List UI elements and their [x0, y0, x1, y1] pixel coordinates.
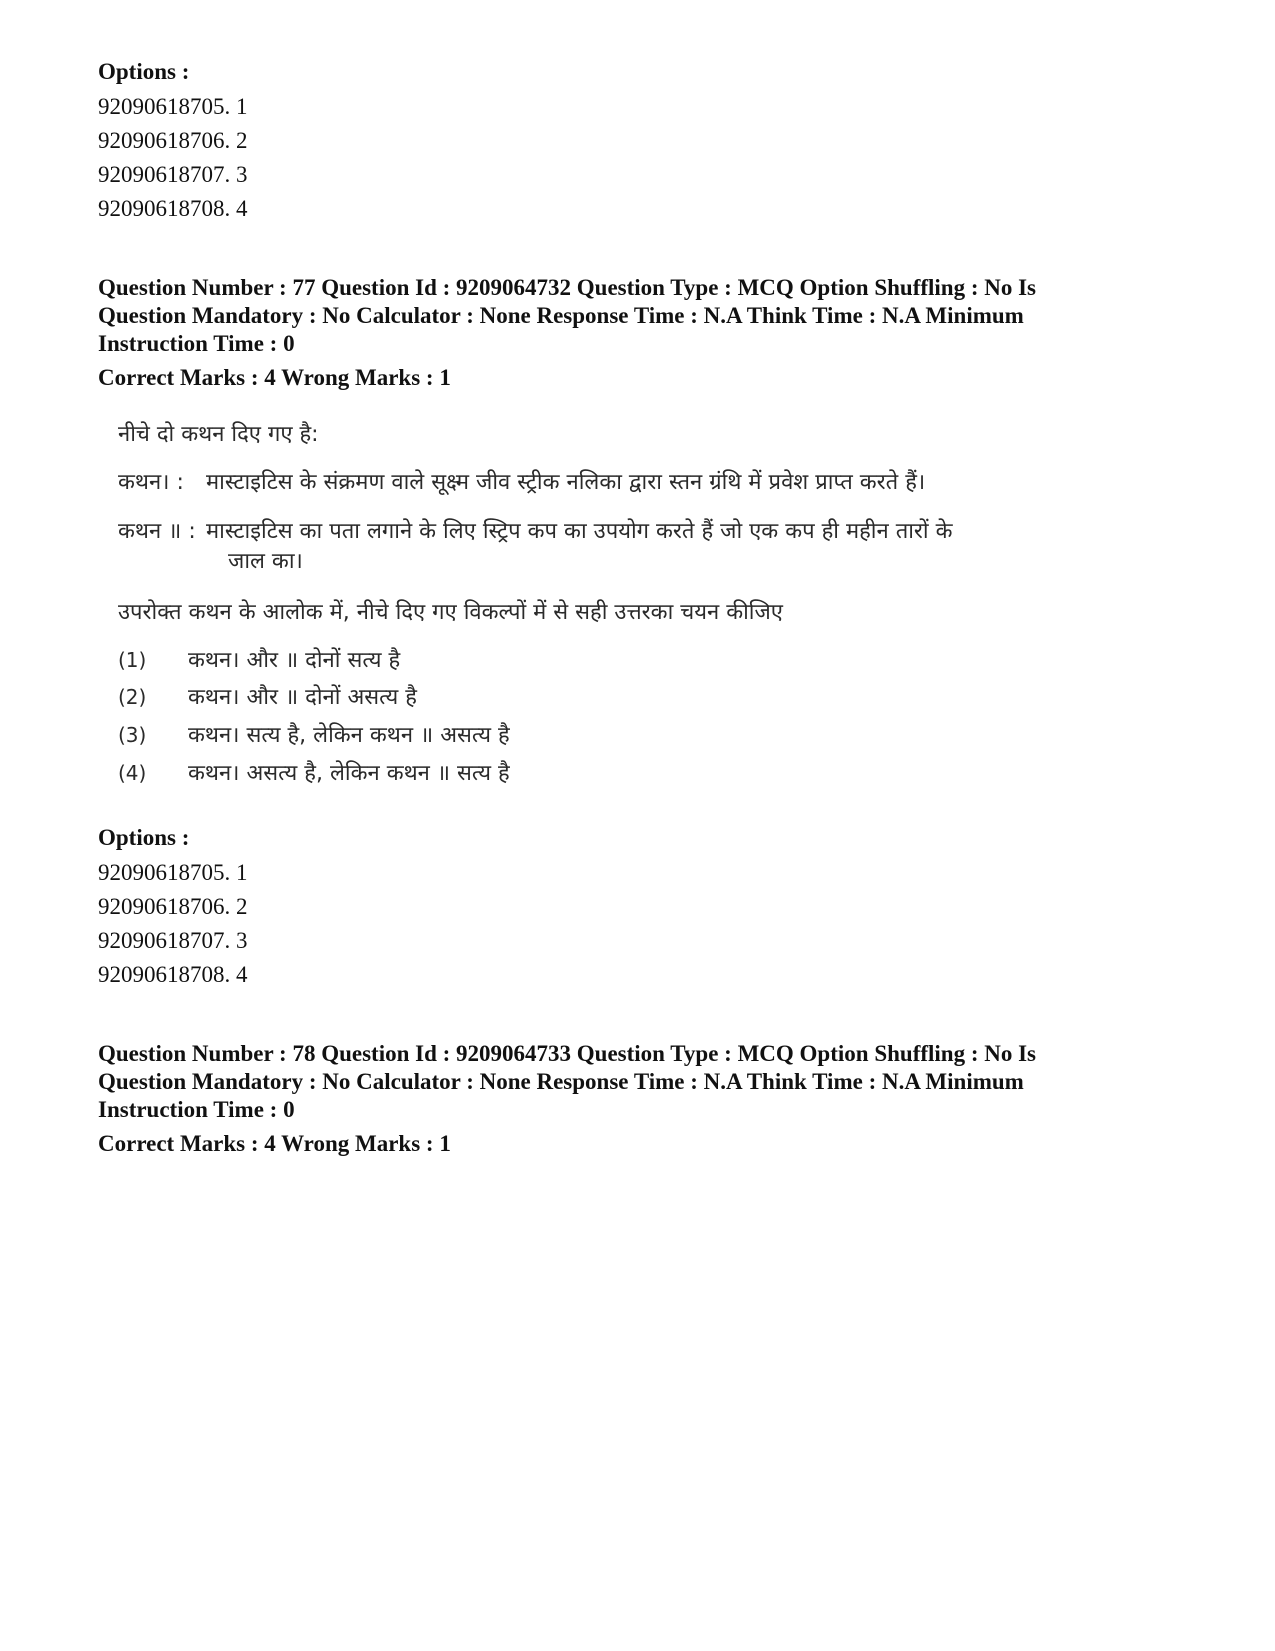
- options-label: Options :: [98, 59, 190, 84]
- question-marks: Correct Marks : 4 Wrong Marks : 1: [98, 365, 451, 390]
- statement-1: [118, 466, 925, 496]
- question-77-options: [98, 824, 1188, 992]
- choice-number: (4): [118, 761, 147, 785]
- statement-1-text: मास्टाइटिस के संक्रमण वाले सूक्ष्म जीव स्ट्रीक नलिका द्वारा स्तन ग्रंथि में प्रवेश प्राप्त करते हैं।: [206, 470, 926, 495]
- question-intro: नीचे दो कथन दिए गए है:: [118, 422, 319, 447]
- option-item: 92090618706. 2: [98, 128, 248, 153]
- question-meta-line: Question Number : 78 Question Id : 9209064733 Question Type : MCQ Option Shuffling : No Is: [98, 1041, 1037, 1066]
- choice-item: [118, 757, 510, 787]
- option-item: 92090618707. 3: [98, 928, 248, 953]
- choice-text: कथन। असत्य है, लेकिन कथन ॥ सत्य है: [188, 761, 510, 786]
- statement-2: [118, 515, 953, 545]
- option-item: 92090618708. 4: [98, 962, 248, 987]
- question-78-header: [98, 1040, 1188, 1158]
- option-item: 92090618706. 2: [98, 894, 248, 919]
- option-item: 92090618708. 4: [98, 196, 248, 221]
- choice-item: [118, 719, 510, 749]
- statement-1-label: कथन। :: [118, 470, 184, 495]
- question-prompt: उपरोक्त कथन के आलोक में, नीचे दिए गए विकल्पों में से सही उत्तरका चयन कीजिए: [118, 600, 783, 625]
- option-item: 92090618705. 1: [98, 860, 248, 885]
- option-item: 92090618707. 3: [98, 162, 248, 187]
- question-meta-line: Question Mandatory : No Calculator : None Response Time : N.A Think Time : N.A Minimum: [98, 1069, 1024, 1094]
- question-77-body: [118, 0, 1118, 800]
- question-meta-line: Instruction Time : 0: [98, 1097, 295, 1122]
- options-label: Options :: [98, 825, 190, 850]
- option-item: 92090618705. 1: [98, 94, 248, 119]
- question-meta-line: Question Mandatory : No Calculator : None Response Time : N.A Think Time : N.A Minimum: [98, 303, 1024, 328]
- choice-text: कथन। और ॥ दोनों सत्य है: [188, 648, 401, 673]
- choice-text: कथन। सत्य है, लेकिन कथन ॥ असत्य है: [188, 723, 510, 748]
- choice-item: [118, 644, 400, 674]
- question-marks: Correct Marks : 4 Wrong Marks : 1: [98, 1131, 451, 1156]
- choice-number: (2): [118, 685, 147, 709]
- statement-2-text: मास्टाइटिस का पता लगाने के लिए स्ट्रिप कप का उपयोग करते हैं जो एक कप ही महीन तारों के: [206, 519, 953, 544]
- choice-number: (3): [118, 723, 147, 747]
- choice-item: [118, 681, 417, 711]
- choice-number: (1): [118, 648, 147, 672]
- question-meta-line: Instruction Time : 0: [98, 331, 295, 356]
- question-meta-line: Question Number : 77 Question Id : 9209064732 Question Type : MCQ Option Shuffling : No Is: [98, 275, 1037, 300]
- statement-2-continued: जाल का।: [228, 549, 303, 574]
- statement-2-label: कथन ॥ :: [118, 519, 196, 544]
- choice-text: कथन। और ॥ दोनों असत्य है: [188, 685, 417, 710]
